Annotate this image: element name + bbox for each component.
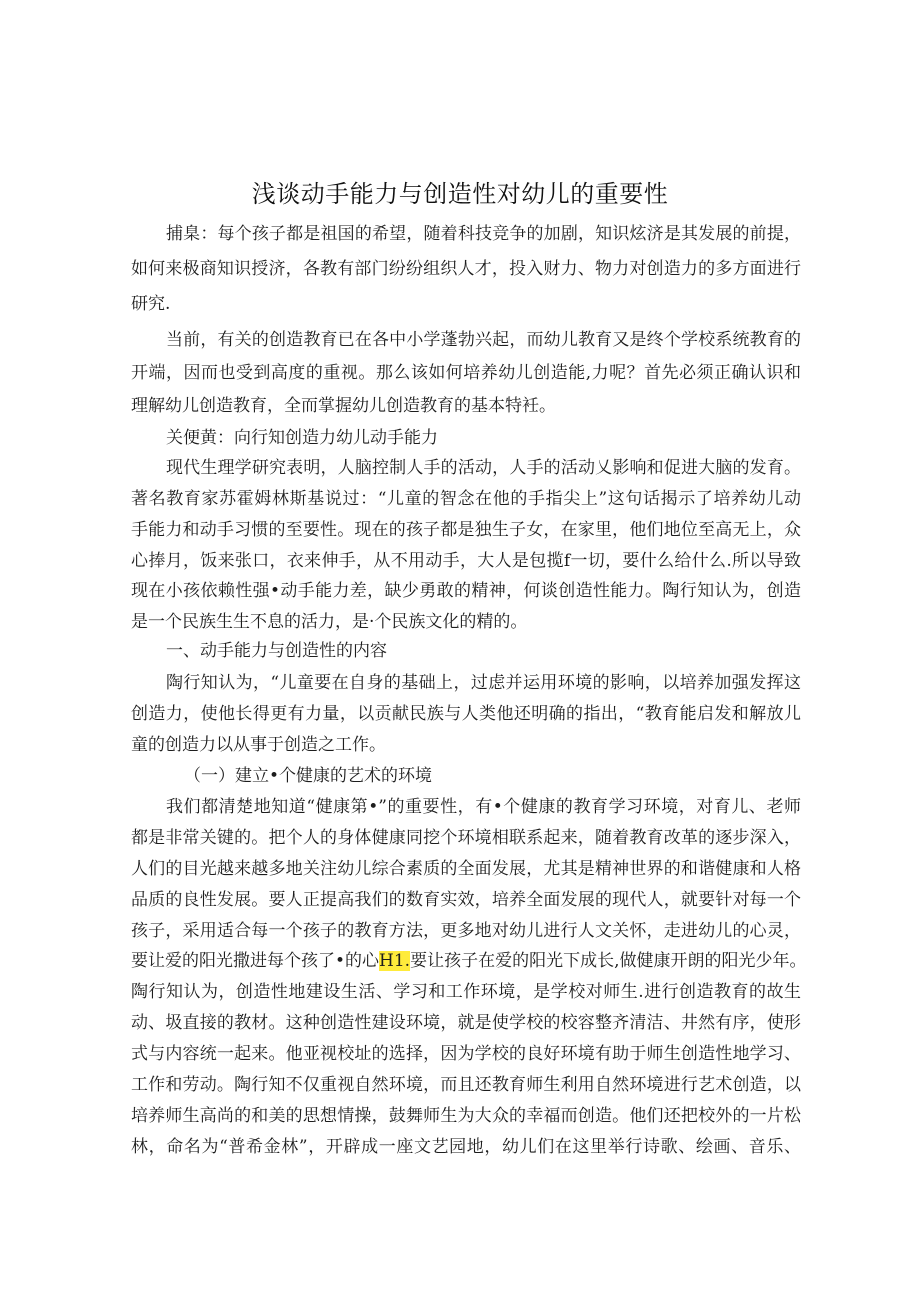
highlighted-text: H1. [379,951,411,971]
subsection-heading: （一）建立•个健康的艺术的环境 [184,766,433,786]
paragraph-line: 手能力和动手习惯的至要性。现在的孩子都是独生子女，在家里，他们地位至高无上，众 [131,520,801,540]
paragraph-line: 品质的良性发展。要人正提高我们的数育实效，培养全面发展的现代人，就要针对每一个 [131,890,801,910]
paragraph-line: 式与内容统一起来。他亚视校址的选择，因为学校的良好环境有助于师生创造性地学习、 [131,1044,801,1064]
paragraph-line: 研究. [131,294,171,314]
paragraph-line: 著名教育家苏霍姆林斯基说过：“儿童的智念在他的手指尖上”这句话揭示了培养幼儿动 [131,489,801,509]
paragraph-line: 动、圾直接的教材。这种创造性建设环境，就是使学校的校容整齐清洁、井然有序，使形 [131,1013,801,1033]
paragraph-line: 人们的目光越来越多地关注幼儿综合素质的全面发展，尤其是精神世界的和谐健康和人格 [131,859,801,879]
paragraph-line: 都是非常关键的。把个人的身体健康同挖个环境相联系起来，随着教育改革的逐步深入， [131,828,801,848]
paragraph-line: 如何来极商知识授济，各教有部门纷纷组织人才，投入财力、物力对创造力的多方面进行 [131,259,801,279]
paragraph-line: 捕臬：每个孩子都是祖国的希望，随着科技竞争的加剧，知识炫济是其发展的前提， [166,224,801,244]
paragraph-line: 孩子，采用适合每一个孩子的教育方法，更多地对幼儿进行人文关怀，走进幼儿的心灵， [131,921,801,941]
paragraph-line: 理解幼儿创造教育，全而掌握幼儿创造教育的基本特衽。 [131,396,556,416]
paragraph-line-highlighted [131,950,807,972]
paragraph-line: 开端，因而也受到高度的重视。那么该如何培养幼儿创造能,力呢？首先必须正确认识和 [131,363,801,383]
line-text-before: 要让爱的阳光撒进每个孩了•的心 [131,951,380,971]
paragraph-line: 现代生理学研究表明，人脑控制人手的活动，人手的活动乂影响和促进大脑的发育。 [166,458,801,478]
paragraph-line: 心捧月，饭来张口，衣来伸手，从不用动手，大人是包揽f一切，要什么给什么.所以导致 [131,551,801,571]
paragraph-line: 现在小孩依赖性强•动手能力差，缺少勇敢的精神，何谈创造性能力。陶行知认为，创造 [131,581,801,601]
paragraph-line: 林，命名为“普希金林”，开辟成一座文艺园地，幼儿们在这里举行诗歌、绘画、音乐、 [131,1137,801,1157]
paragraph-line: 当前，有关的创造教育已在各中小学蓬勃兴起，而幼儿教育又是终个学校系统教育的 [166,330,801,350]
paragraph-line: 是一个民族生生不息的活力，是·个民族文化的精的。 [131,612,528,632]
paragraph-line: 工作和劳动。陶行知不仅重视自然环境，而且还教育师生利用自然环境进行艺术创造，以 [131,1075,801,1095]
paragraph-line: 童的创造力以从事于创造之工作。 [131,735,386,755]
paragraph-line: 培养师生高尚的和美的思想情操，鼓舞师生为大众的幸福而创造。他们还把校外的一片松 [131,1106,801,1126]
keywords-line: 关便黄：向行知创造力幼儿动手能力 [166,428,438,448]
paragraph-line: 陶行知认为，“儿童要在自身的基础上，过虑并运用环境的影响，以培养加强发挥这 [166,673,801,693]
paragraph-line: 我们都清楚地知道“健康第•”的重要性，有•个健康的教育学习环境，对育儿、老师 [166,797,801,817]
paragraph-line: 创造力，使他长得更有力量，以贡献民族与人类他还明确的指出，“教育能启发和解放儿 [131,704,801,724]
paragraph-line: 陶行知认为，创造性地建设生活、学习和工作环境，是学校对师生.进行创造教育的故生 [131,982,801,1002]
document-title: 浅谈动手能力与创造性对幼儿的重要性 [251,180,669,208]
section-heading: 一、动手能力与创造性的内容 [166,641,387,661]
line-text-after: 要让孩子在爱的阳光下成长,做健康开朗的阳光少年。 [410,951,807,971]
